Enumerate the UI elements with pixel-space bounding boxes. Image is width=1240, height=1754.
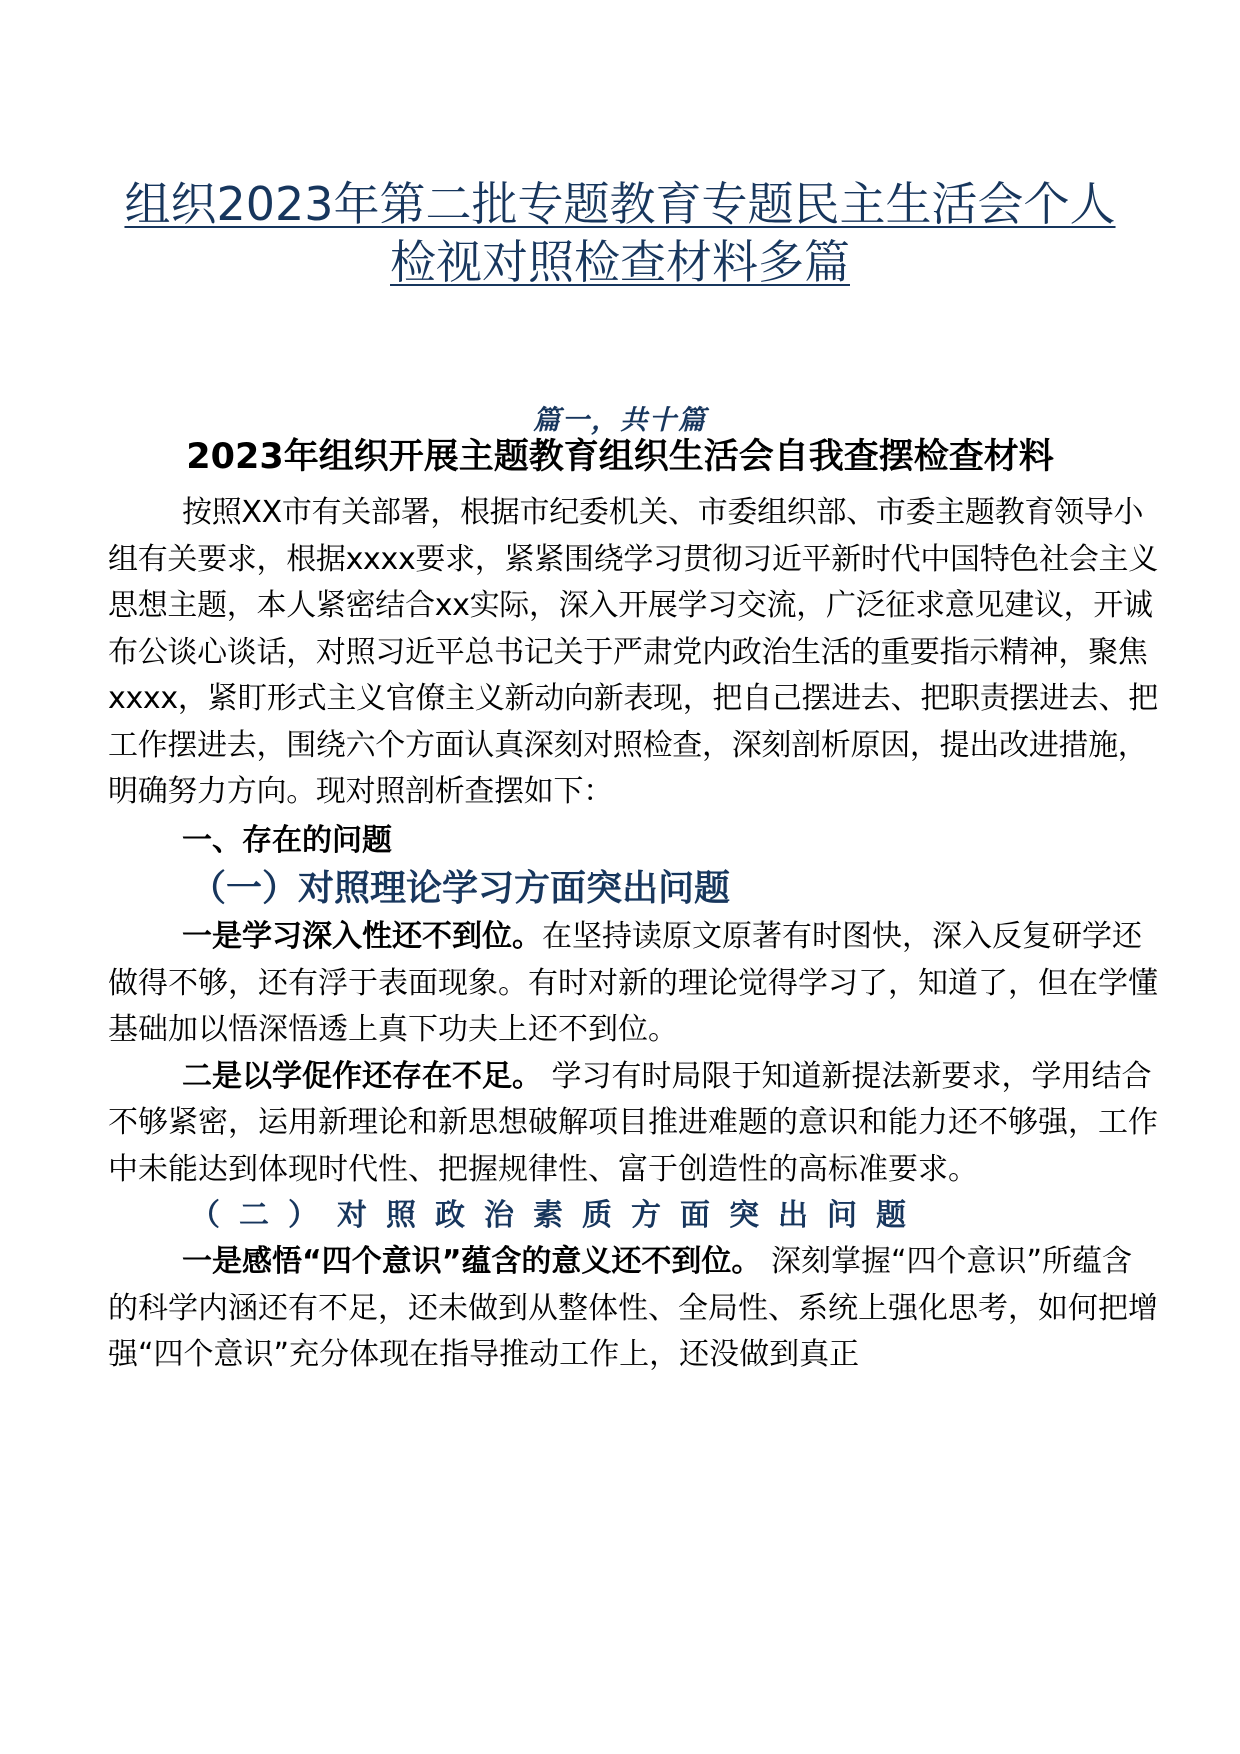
paragraph-2-text: 学习有时局限于知道新提法新要求，学用结合不够紧密，运用新理论和新思想破解项目推进难题的意识和能力还不够强，工作中未能达到体现时代性、把握规律性、富于创造性的高标准要求。 [108,1058,1158,1187]
subheading-political-quality: （二）对照政治素质方面突出问题 [190,1198,925,1233]
intro-paragraph: 按照XX市有关部署，根据市纪委机关、市委组织部、市委主题教育领导小组有关要求，根据xxxx要求，紧紧围绕学习贯彻习近平新时代中国特色社会主义思想主题，本人紧密结合xx实际，深入开展学习交流，广泛征求意见建议，开诚布公谈心谈话，对照习近平总书记关于严肃党内政治生活的重要指示精神，聚焦xxxx，紧盯形式主义官僚主义新动向新表现，把自己摆进去、把职责摆进去、把工作摆进去，围绕六个方面认真深刻对照检查，深刻剖析原因，提出改进措施，明确努力方向。现对照剖析查摆如下： [108,495,1158,809]
main-title-line-2: 检视对照检查材料多篇 [390,235,850,289]
main-title-line-1: 组织2023年第二批专题教育专题民主生活会个人 [124,177,1116,231]
paragraph-3-text: 深刻掌握“四个意识”所蕴含的科学内涵还有不足，还未做到从整体性、全局性、系统上强化思考，如何把增强“四个意识”充分体现在指导推动工作上，还没做到真正 [108,1244,1158,1372]
heading-problems: 一、存在的问题 [182,822,392,858]
paragraph-1-lead: 一是学习深入性还不到位。 [182,919,542,954]
document-body [108,490,1158,1379]
paragraph-3-lead: 一是感悟“四个意识”蕴含的意义还不到位。 [182,1244,762,1279]
section-label: 篇一，共十篇 [533,405,707,436]
document-title: 2023年组织开展主题教育组织生活会自我查摆检查材料 [186,437,1054,477]
paragraph-2 [108,1054,1158,1194]
paragraph-2-lead: 二是以学促作还存在不足。 [182,1058,542,1094]
subheading-theory-study: （一）对照理论学习方面突出问题 [190,868,731,909]
paragraph-1-text: 在坚持读原文原著有时图快，深入反复研学还做得不够，还有浮于表面现象。有时对新的理论觉得学习了，知道了，但在学懂基础加以悟深悟透上真下功夫上还不到位。 [108,919,1158,1047]
paragraph-1 [108,914,1158,1054]
paragraph-3 [108,1239,1158,1379]
